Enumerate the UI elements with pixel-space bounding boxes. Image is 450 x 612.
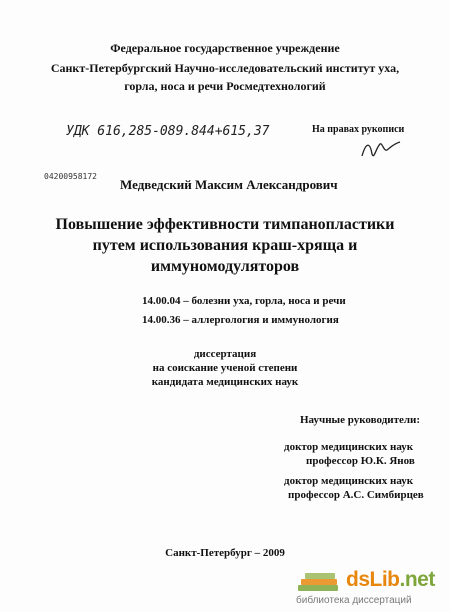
author-name: Медведский Максим Александрович <box>120 177 338 192</box>
rights-notice: На правах рукописи <box>312 124 405 135</box>
institution-line-2: Санкт-Петербургский Научно-исследовательский институт уха, <box>50 61 400 75</box>
watermark-subtitle: библиотека диссертаций <box>296 595 412 606</box>
watermark-brand-net: .net <box>399 568 435 591</box>
specialty-2: 14.00.36 – аллергология и иммунология <box>142 314 339 326</box>
dissertation-line-1: диссертация <box>193 348 257 360</box>
supervisor-2-name: профессор А.С. Симбирцев <box>288 489 424 501</box>
supervisors-heading: Научные руководители: <box>300 414 421 426</box>
watermark-brand <box>346 568 435 592</box>
title-line-2: путем использования краш-хряща и <box>92 237 358 254</box>
supervisor-1-degree: доктор медицинских наук <box>284 441 414 453</box>
institution-line-3: горла, носа и речи Росмедтехнологий <box>124 79 326 93</box>
institution-line-1: Федеральное государственное учреждение <box>110 41 340 55</box>
dissertation-line-3: кандидата медицинских наук <box>151 376 299 388</box>
book-stack-icon <box>296 571 342 593</box>
title-line-1: Повышение эффективности тимпанопластики <box>55 216 395 233</box>
signature-mark <box>360 136 402 162</box>
specialty-1: 14.00.04 – болезни уха, горла, носа и речи <box>142 295 346 307</box>
watermark-brand-ds: ds <box>346 568 370 591</box>
footer-city-year: Санкт-Петербург – 2009 <box>165 547 285 559</box>
supervisor-1-name: профессор Ю.К. Янов <box>306 455 415 467</box>
supervisor-2-degree: доктор медицинских наук <box>284 475 414 487</box>
title-line-3: иммуномодуляторов <box>150 258 300 275</box>
udk-handwritten: УДК 616,285-089.844+615,37 <box>66 124 270 139</box>
watermark-brand-lib: Lib <box>369 568 400 591</box>
document-number: 04200958172 <box>44 172 97 181</box>
dissertation-line-2: на соискание ученой степени <box>152 362 298 374</box>
